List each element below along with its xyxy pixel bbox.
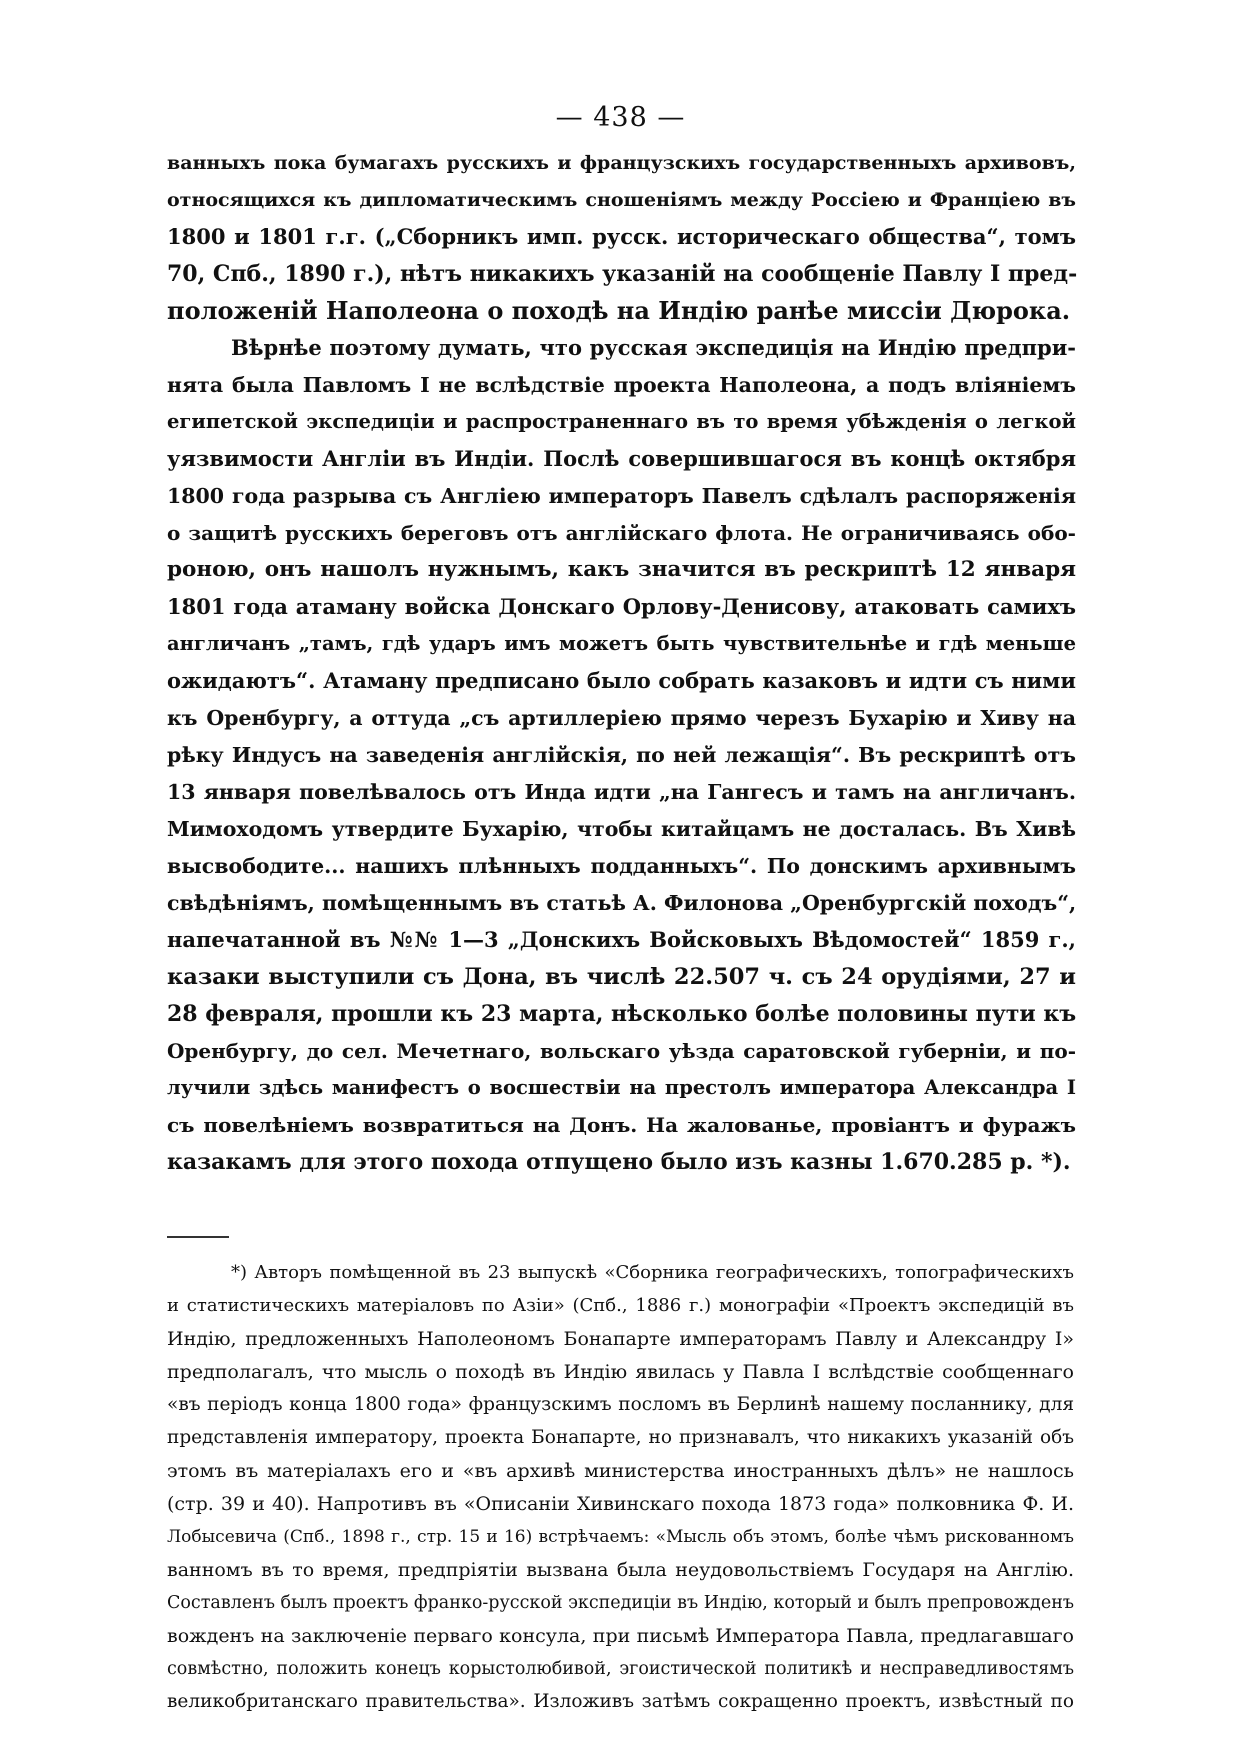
- body-line: нята была Павломъ I не вслѣдствіе проекта Наполеона, а подъ вліяніемъ: [167, 373, 1076, 397]
- body-line: казаки выступили съ Дона, въ числѣ 22.507 ч. съ 24 орудіями, 27 и: [167, 964, 1076, 990]
- footnote-line: великобританскаго правительства». Изложивъ затѣмъ сокращенно проектъ, извѣстный по: [167, 1691, 1074, 1712]
- footnote-line: (стр. 39 и 40). Напротивъ въ «Описаніи Хивинскаго похода 1873 года» полковника Ф. И.: [167, 1493, 1074, 1515]
- body-line: о защитѣ русскихъ береговъ отъ англійскаго флота. Не ограничиваясь обо-: [167, 521, 1076, 545]
- footnote-line: *) Авторъ помѣщенной въ 23 выпускѣ «Сборника географическихъ, топографическихъ: [231, 1262, 1074, 1283]
- body-line: 1801 года атаману войска Донскаго Орлову-Денисову, атаковать самихъ: [167, 594, 1076, 619]
- body-line: египетской экспедиціи и распространеннаго въ то время убѣжденія о легкой: [167, 410, 1076, 433]
- body-line: 70, Спб., 1890 г.), нѣтъ никакихъ указаній на сообщеніе Павлу I пред-: [167, 261, 1078, 287]
- body-line: Мимоходомъ утвердите Бухарію, чтобы китайцамъ не досталась. Въ Хивѣ: [167, 817, 1076, 841]
- body-line: уязвимости Англіи въ Индіи. Послѣ совершившагося въ концѣ октября: [167, 446, 1076, 471]
- body-line: свѣдѣніямъ, помѣщеннымъ въ статьѣ А. Филонова „Оренбургскій походъ“,: [167, 891, 1077, 915]
- body-line: положеній Наполеона о походѣ на Индію ранѣе миссіи Дюрока.: [167, 296, 1071, 325]
- footnote-line: Индію, предложенныхъ Наполеономъ Бонапарте императорамъ Павлу и Александру I»: [167, 1328, 1074, 1350]
- body-line: напечатанной въ №№ 1—3 „Донскихъ Войсковыхъ Вѣдомостей“ 1859 г.,: [167, 927, 1076, 952]
- footnote-line: Лобысевича (Спб., 1898 г., стр. 15 и 16) встрѣчаемъ: «Мысль объ этомъ, болѣе чѣмъ рискованномъ: [167, 1527, 1074, 1547]
- footnote-separator: [167, 1236, 229, 1238]
- body-line: относящихся къ дипломатическимъ сношеніямъ между Россіею и Франціею въ: [167, 189, 1076, 211]
- body-line: высвободите... нашихъ плѣнныхъ подданныхъ“. По донскимъ архивнымъ: [167, 854, 1076, 878]
- body-line: ожидаютъ“. Атаману предписано было собрать казаковъ и идти съ ними: [167, 668, 1076, 693]
- footnote-line: Составленъ былъ проектъ франко-русской экспедиціи въ Индію, который и былъ препровожденъ: [167, 1593, 1074, 1613]
- footnote-line: вожденъ на заключеніе перваго консула, при письмѣ Императора Павла, предлагавшаго: [167, 1625, 1074, 1647]
- body-line: роною, онъ нашолъ нужнымъ, какъ значится въ рескриптѣ 12 января: [167, 557, 1076, 582]
- body-line: рѣку Индусъ на заведенія англійскія, по ней лежащія“. Въ рескриптѣ отъ: [167, 743, 1076, 767]
- body-line: лучили здѣсь манифестъ о восшествіи на престолъ императора Александра I: [167, 1076, 1076, 1099]
- footnote-line: ванномъ въ то время, предпріятіи вызвана была неудовольствіемъ Государя на Англію.: [167, 1559, 1074, 1581]
- footnote-line: представленія императору, проекта Бонапарте, но признавалъ, что никакихъ указаній объ: [167, 1427, 1074, 1448]
- footnote-line: совмѣстно, положить конецъ корыстолюбивой, эгоистической политикѣ и несправедливостямъ: [167, 1659, 1074, 1679]
- body-line: казакамъ для этого похода отпущено было изъ казны 1.670.285 р. *).: [167, 1149, 1071, 1175]
- body-line: къ Оренбургу, а оттуда „съ артиллеріею прямо черезъ Бухарію и Хиву на: [167, 706, 1076, 730]
- body-line: 13 января повелѣвалось отъ Инда идти „на Гангесъ и тамъ на англичанъ.: [167, 780, 1076, 804]
- body-line: Вѣрнѣе поэтому думать, что русская экспедиція на Индію предпри-: [231, 335, 1076, 360]
- footnote-line: предполагалъ, что мысль о походѣ въ Индію явилась у Павла I вслѣдствіе сообщеннаго: [167, 1361, 1074, 1383]
- body-line: 1800 года разрыва съ Англіею императоръ Павелъ сдѣлалъ распоряженія: [167, 484, 1076, 508]
- body-line: 1800 и 1801 г.г. („Сборникъ имп. русск. историческаго общества“, томъ: [167, 224, 1076, 249]
- page-number: — 438 —: [555, 102, 686, 133]
- body-line: англичанъ „тамъ, гдѣ ударъ имъ можетъ быть чувствительнѣе и гдѣ меньше: [167, 632, 1076, 655]
- footnote-line: и статистическихъ матеріаловъ по Азіи» (Спб., 1886 г.) монографіи «Проектъ экспедицій въ: [167, 1295, 1074, 1316]
- footnote-line: этомъ въ матеріалахъ его и «въ архивѣ министерства иностранныхъ дѣлъ» не нашлось: [167, 1460, 1074, 1482]
- body-line: 28 февраля, прошли къ 23 марта, нѣсколько болѣе половины пути къ: [167, 1001, 1077, 1027]
- body-line: ванныхъ пока бумагахъ русскихъ и французскихъ государственныхъ архивовъ,: [167, 152, 1076, 174]
- body-line: съ повелѣніемъ возвратиться на Донъ. На жалованье, провіантъ и фуражъ: [167, 1113, 1076, 1137]
- footnote-line: «въ періодъ конца 1800 года» французскимъ посломъ въ Берлинѣ нашему посланнику, для: [167, 1394, 1074, 1415]
- body-line: Оренбургу, до сел. Мечетнаго, вольскаго уѣзда саратовской губерніи, и по-: [167, 1039, 1076, 1063]
